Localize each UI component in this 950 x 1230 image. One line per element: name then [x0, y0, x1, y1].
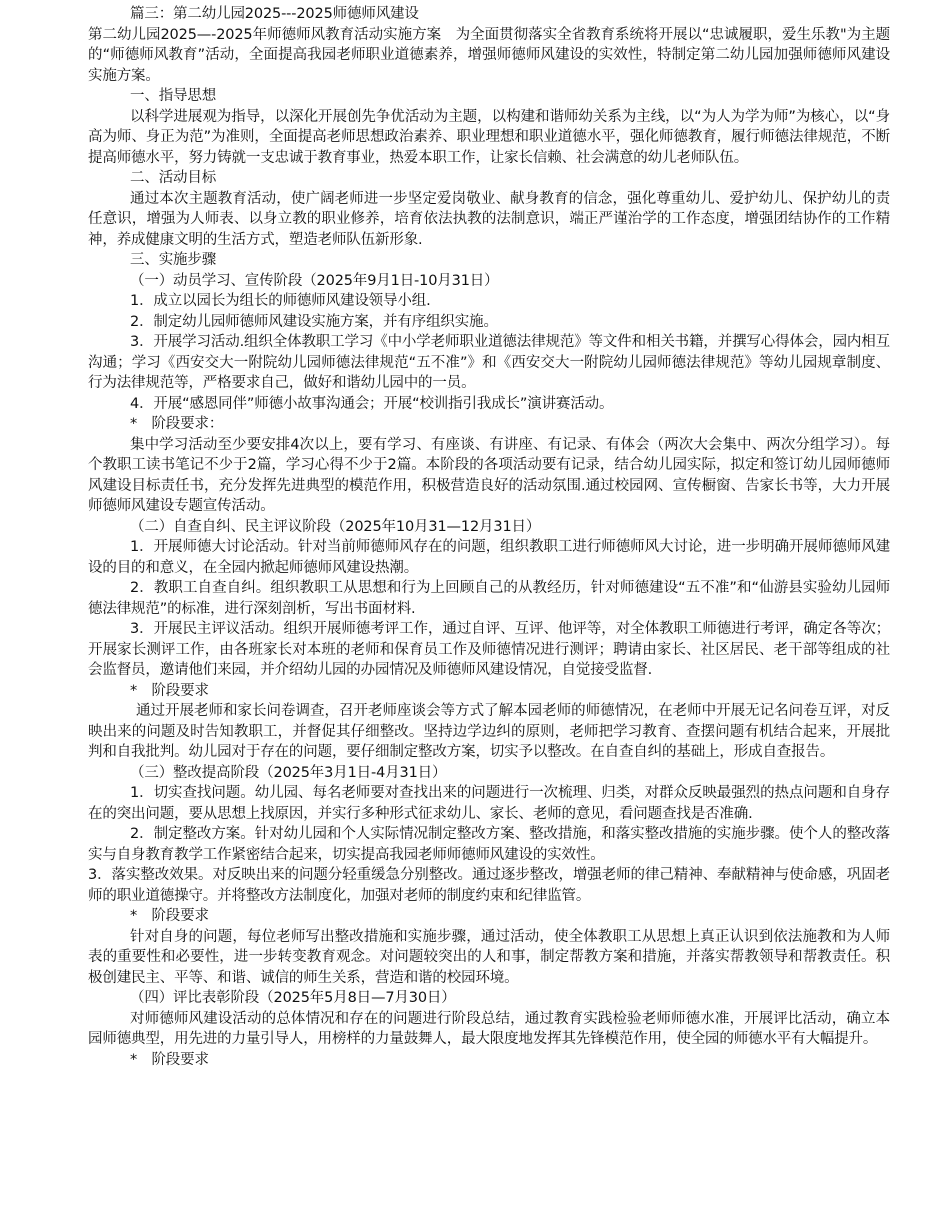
document-paragraph: 一、指导思想	[130, 88, 217, 104]
document-paragraph: 1．切实查找问题。幼儿园、每名老师要对查找出来的问题进行一次梳理、归类，对群众反映最强烈的热点问题和自身存在的突出问题，要从思想上找原因，并实行多种形式征求幼儿、家长、老师的意见，看问题查找是否准确.	[88, 785, 890, 822]
document-paragraph: （三）整改提高阶段（2025年3月1日-4月31日）	[130, 764, 447, 781]
document-paragraph: （四）评比表彰阶段（2025年5月8日—7月30日）	[130, 990, 456, 1006]
document-paragraph: 针对自身的问题，每位老师写出整改措施和实施步骤，通过活动，使全体教职工从思想上真正认识到依法施教和为人师表的重要性和必要性，进一步转变教育观念。对问题较突出的人和事，制定帮教方案和措施，并落实帮教领导和帮教责任。积极创建民主、平等、和谐、诚信的师生关系，营造和谐的校园环境。	[88, 928, 890, 986]
document-paragraph: * 阶段要求	[130, 1051, 209, 1068]
document-paragraph: 4．开展“感恩同伴”师德小故事沟通会；开展“校训指引我成长”演讲赛活动。	[130, 395, 614, 412]
document-title: 篇三：第二幼儿园2025---2025师德师风建设	[130, 6, 419, 22]
document-paragraph: （一）动员学习、宣传阶段（2025年9月1日-10月31日）	[130, 272, 499, 289]
document-paragraph: 通过本次主题教育活动，使广阔老师进一步坚定爱岗敬业、献身教育的信念，强化尊重幼儿、爱护幼儿、保护幼儿的责任意识，增强为人师表、以身立教的职业修养，培育依法执教的法制意识，端正严谨治学的工作态度，增强团结协作的工作精神，养成健康文明的生活方式，塑造老师队伍新形象.	[88, 190, 890, 248]
document-body	[88, 25, 890, 1071]
document-paragraph: * 阶段要求	[130, 682, 209, 699]
document-paragraph: 以科学进展观为指导，以深化开展创先争优活动为主题，以构建和谐师幼关系为主线，以“为人为学为师”为核心，以“身高为师、身正为范”为准则，全面提高老师思想政治素养、职业理想和职业道德水平，强化师德教育，履行师德法律规范，不断提高师德水平，努力铸就一支忠诚于教育事业，热爱本职工作，让家长信赖、社会满意的幼儿老师队伍。	[88, 108, 890, 166]
document-paragraph: * 阶段要求	[130, 908, 209, 924]
document-paragraph: 3．落实整改效果。对反映出来的问题分轻重缓急分别整改。通过逐步整改，增强老师的律己精神、奉献精神与使命感，巩固老师的职业道德操守。并将整改方法制度化，加强对老师的制度约束和纪律监管。	[88, 867, 890, 904]
document-paragraph: 第二幼儿园2025—-2025年师德师风教育活动实施方案 为全面贯彻落实全省教育系统将开展以“忠诚履职，爱生乐教"为主题的“师德师风教育”活动，全面提高我园老师职业道德素养，增强师德师风建设的实效性，特制定第二幼儿园加强师德师风建设实施方案。	[88, 26, 890, 84]
document-paragraph: 通过开展老师和家长问卷调查，召开老师座谈会等方式了解本园老师的师德情况，在老师中开展无记名问卷互评，对反映出来的问题及时告知教职工，并督促其仔细整改。坚持边学边纠的原则，老师把学习教育、查摆问题有机结合起来，开展批判和自我批判。幼儿园对于存在的问题，要仔细制定整改方案，切实予以整改。在自查自纠的基础上，形成自查报告。	[88, 703, 890, 760]
document-paragraph: 1．成立以园长为组长的师德师风建设领导小组.	[130, 293, 431, 309]
document-paragraph: * 阶段要求：	[130, 416, 224, 432]
document-paragraph: 集中学习活动至少要安排4次以上，要有学习、有座谈、有讲座、有记录、有体会（两次大会集中、两次分组学习）。每个教职工读书笔记不少于2篇，学习心得不少于2篇。本阶段的各项活动要有记录，结合幼儿园实际，拟定和签订幼儿园师德师风建设目标责任书，充分发挥先进典型的模范作用，积极营造良好的活动氛围.通过校园网、宣传橱窗、告家长书等，大力开展师德师风建设专题宣传活动。	[88, 436, 890, 514]
document-paragraph: 3．开展学习活动.组织全体教职工学习《中小学老师职业道德法律规范》等文件和相关书籍，并撰写心得体会，园内相互沟通；学习《西安交大一附院幼儿园师德法律规范“五不准”》和《西安交大一附院幼儿园师德法律规范》等幼儿园规章制度、行为法律规范等，严格要求自己，做好和谐幼儿园中的一员。	[88, 334, 890, 391]
document-paragraph: 二、活动目标	[130, 170, 217, 186]
document-paragraph: 1．开展师德大讨论活动。针对当前师德师风存在的问题，组织教职工进行师德师风大讨论，进一步明确开展师德师风建设的目的和意义，在全园内掀起师德师风建设热潮。	[88, 539, 890, 576]
document-paragraph: 3．开展民主评议活动。组织开展师德考评工作，通过自评、互评、他评等，对全体教职工师德进行考评，确定各等次；开展家长测评工作，由各班家长对本班的老师和保育员工作及师德情况进行测评；聘请由家长、社区居民、老干部等组成的社会监督员，邀请他们来园，并介绍幼儿园的办园情况及师德师风建设情况，自觉接受监督.	[88, 621, 890, 678]
document-paragraph: 2．制定幼儿园师德师风建设实施方案，并有序组织实施。	[130, 313, 498, 330]
document-paragraph: 对师德师风建设活动的总体情况和存在的问题进行阶段总结，通过教育实践检验老师师德水准，开展评比活动，确立本园师德典型，用先进的力量引导人，用榜样的力量鼓舞人，最大限度地发挥其先锋模范作用，使全园的师德水平有大幅提升。	[88, 1010, 890, 1047]
document-paragraph: 三、实施步骤	[130, 252, 217, 268]
document-paragraph: 2．教职工自查自纠。组织教职工从思想和行为上回顾自己的从教经历，针对师德建设“五不准”和“仙游县实验幼儿园师德法律规范”的标准，进行深刻剖析，写出书面材料.	[88, 580, 890, 617]
document-paragraph: （二）自查自纠、民主评议阶段（2025年10月31—12月31日）	[130, 518, 541, 535]
document-paragraph: 2．制定整改方案。针对幼儿园和个人实际情况制定整改方案、整改措施，和落实整改措施的实施步骤。使个人的整改落实与自身教育教学工作紧密结合起来，切实提高我园老师师德师风建设的实效性。	[88, 826, 890, 863]
